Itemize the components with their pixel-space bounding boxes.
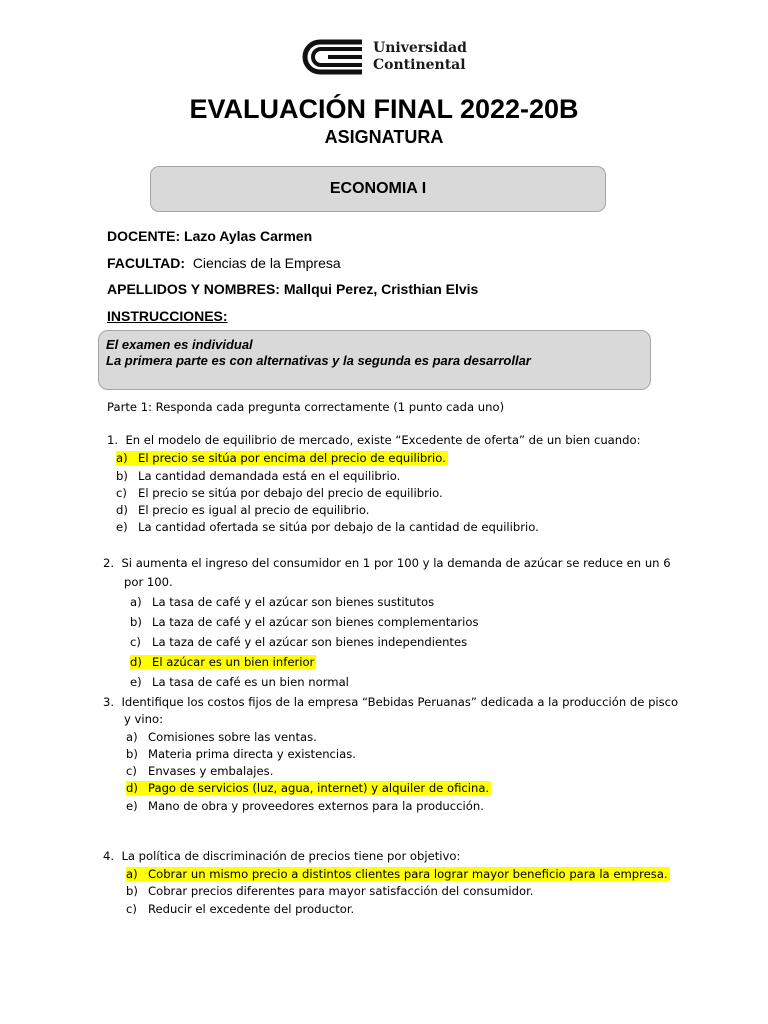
option-text: Materia prima directa y existencias. bbox=[148, 747, 356, 761]
option-text: La tasa de café es un bien normal bbox=[152, 675, 349, 689]
option-text: Reducir el excedente del productor. bbox=[148, 902, 355, 916]
question-2-option-d[interactable]: d) El azúcar es un bien inferior bbox=[130, 655, 315, 669]
question-number: 1. bbox=[107, 433, 119, 447]
question-text: La política de discriminación de precios tiene por objetivo: bbox=[121, 849, 461, 863]
question-text-line1: Si aumenta el ingreso del consumidor en 1 por 100 y la demanda de azúcar se reduce en un 6 bbox=[121, 556, 671, 570]
question-number: 3. bbox=[103, 695, 115, 709]
question-3-text-line2: y vino: bbox=[124, 712, 163, 726]
nombres-field bbox=[107, 281, 478, 298]
option-text: La cantidad ofertada se sitúa por debajo de la cantidad de equilibrio. bbox=[138, 520, 539, 534]
question-2-option-e[interactable]: e) La tasa de café es un bien normal bbox=[130, 675, 349, 689]
question-4-option-c[interactable]: c) Reducir el excedente del productor. bbox=[126, 902, 355, 916]
option-text: La cantidad demandada está en el equilibrio. bbox=[138, 469, 401, 483]
question-2-option-b[interactable]: b) La taza de café y el azúcar son bienes complementarios bbox=[130, 615, 479, 629]
option-text: Comisiones sobre las ventas. bbox=[148, 730, 317, 744]
question-4-option-b[interactable]: b) Cobrar precios diferentes para mayor satisfacción del consumidor. bbox=[126, 884, 534, 898]
option-text: El precio se sitúa por debajo del precio de equilibrio. bbox=[138, 486, 443, 500]
question-2-option-a[interactable]: a) La tasa de café y el azúcar son bienes sustitutos bbox=[130, 595, 435, 609]
question-text: En el modelo de equilibrio de mercado, existe “Excedente de oferta” de un bien cuando: bbox=[125, 433, 641, 447]
question-3-option-a[interactable]: a) Comisiones sobre las ventas. bbox=[126, 730, 317, 744]
logo-text-line2: Continental bbox=[373, 57, 466, 73]
instruction-line2: La primera parte es con alternativas y la segunda es para desarrollar bbox=[106, 353, 531, 368]
question-number: 4. bbox=[103, 849, 115, 863]
question-1-option-a[interactable]: a) El precio se sitúa por encima del precio de equilibrio. bbox=[116, 451, 446, 465]
nombres-label: APELLIDOS Y NOMBRES: bbox=[107, 281, 280, 297]
course-name-box bbox=[150, 166, 606, 212]
question-1-option-b[interactable]: b) La cantidad demandada está en el equilibrio. bbox=[116, 469, 401, 483]
docente-field bbox=[107, 228, 312, 245]
option-text: La taza de café y el azúcar son bienes complementarios bbox=[152, 615, 479, 629]
option-text: Mano de obra y proveedores externos para la producción. bbox=[148, 799, 484, 813]
nombres-value: Mallqui Perez, Cristhian Elvis bbox=[283, 281, 479, 297]
option-text: Cobrar precios diferentes para mayor satisfacción del consumidor. bbox=[148, 884, 534, 898]
exam-title: EVALUACIÓN FINAL 2022-20B bbox=[189, 94, 579, 124]
question-3-option-d[interactable]: d) Pago de servicios (luz, agua, internet) y alquiler de oficina. bbox=[126, 781, 490, 795]
instrucciones-heading bbox=[107, 308, 228, 325]
question-1-option-e[interactable]: e) La cantidad ofertada se sitúa por debajo de la cantidad de equilibrio. bbox=[116, 520, 539, 534]
instructions-box bbox=[98, 330, 651, 390]
facultad-field bbox=[107, 255, 341, 272]
question-2-option-c[interactable]: c) La taza de café y el azúcar son bienes independientes bbox=[130, 635, 468, 649]
question-3-option-b[interactable]: b) Materia prima directa y existencias. bbox=[126, 747, 356, 761]
university-logo bbox=[302, 38, 472, 78]
option-text: El azúcar es un bien inferior bbox=[152, 655, 315, 669]
part1-heading: Parte 1: Responda cada pregunta correctamente (1 punto cada uno) bbox=[107, 400, 505, 414]
facultad-label: FACULTAD: bbox=[107, 255, 186, 271]
facultad-value: Ciencias de la Empresa bbox=[192, 255, 341, 271]
course-name: ECONOMIA I bbox=[329, 180, 427, 197]
question-3-option-e[interactable]: e) Mano de obra y proveedores externos para la producción. bbox=[126, 799, 484, 813]
instrucciones-label: INSTRUCCIONES: bbox=[107, 308, 228, 324]
instruction-line1: El examen es individual bbox=[106, 337, 253, 352]
option-text: El precio es igual al precio de equilibrio. bbox=[138, 503, 370, 517]
question-1 bbox=[107, 432, 641, 449]
question-3-option-c[interactable]: c) Envases y embalajes. bbox=[126, 764, 274, 778]
option-text: Cobrar un mismo precio a distintos clientes para lograr mayor beneficio para la empresa. bbox=[148, 867, 668, 881]
option-text: El precio se sitúa por encima del precio de equilibrio. bbox=[138, 451, 446, 465]
question-4 bbox=[103, 848, 460, 865]
question-2 bbox=[103, 555, 671, 572]
subject-heading: ASIGNATURA bbox=[324, 127, 444, 147]
option-text: La tasa de café y el azúcar son bienes sustitutos bbox=[152, 595, 435, 609]
question-number: 2. bbox=[103, 556, 115, 570]
option-text: La taza de café y el azúcar son bienes independientes bbox=[152, 635, 468, 649]
question-2-text-line2: por 100. bbox=[124, 575, 173, 589]
question-1-option-c[interactable]: c) El precio se sitúa por debajo del precio de equilibrio. bbox=[116, 486, 443, 500]
logo-text-line1: Universidad bbox=[373, 40, 467, 56]
option-text: Pago de servicios (luz, agua, internet) y alquiler de oficina. bbox=[148, 781, 490, 795]
continental-logo-icon bbox=[302, 38, 366, 76]
docente-label: DOCENTE: bbox=[107, 228, 181, 244]
option-text: Envases y embalajes. bbox=[148, 764, 274, 778]
docente-value: Lazo Aylas Carmen bbox=[184, 228, 313, 244]
question-3 bbox=[103, 694, 678, 711]
question-4-option-a[interactable]: a) Cobrar un mismo precio a distintos clientes para lograr mayor beneficio para la empresa. bbox=[126, 867, 668, 881]
question-1-option-d[interactable]: d) El precio es igual al precio de equilibrio. bbox=[116, 503, 370, 517]
question-text-line1: Identifique los costos fijos de la empresa “Bebidas Peruanas” dedicada a la producción de pisco bbox=[121, 695, 679, 709]
